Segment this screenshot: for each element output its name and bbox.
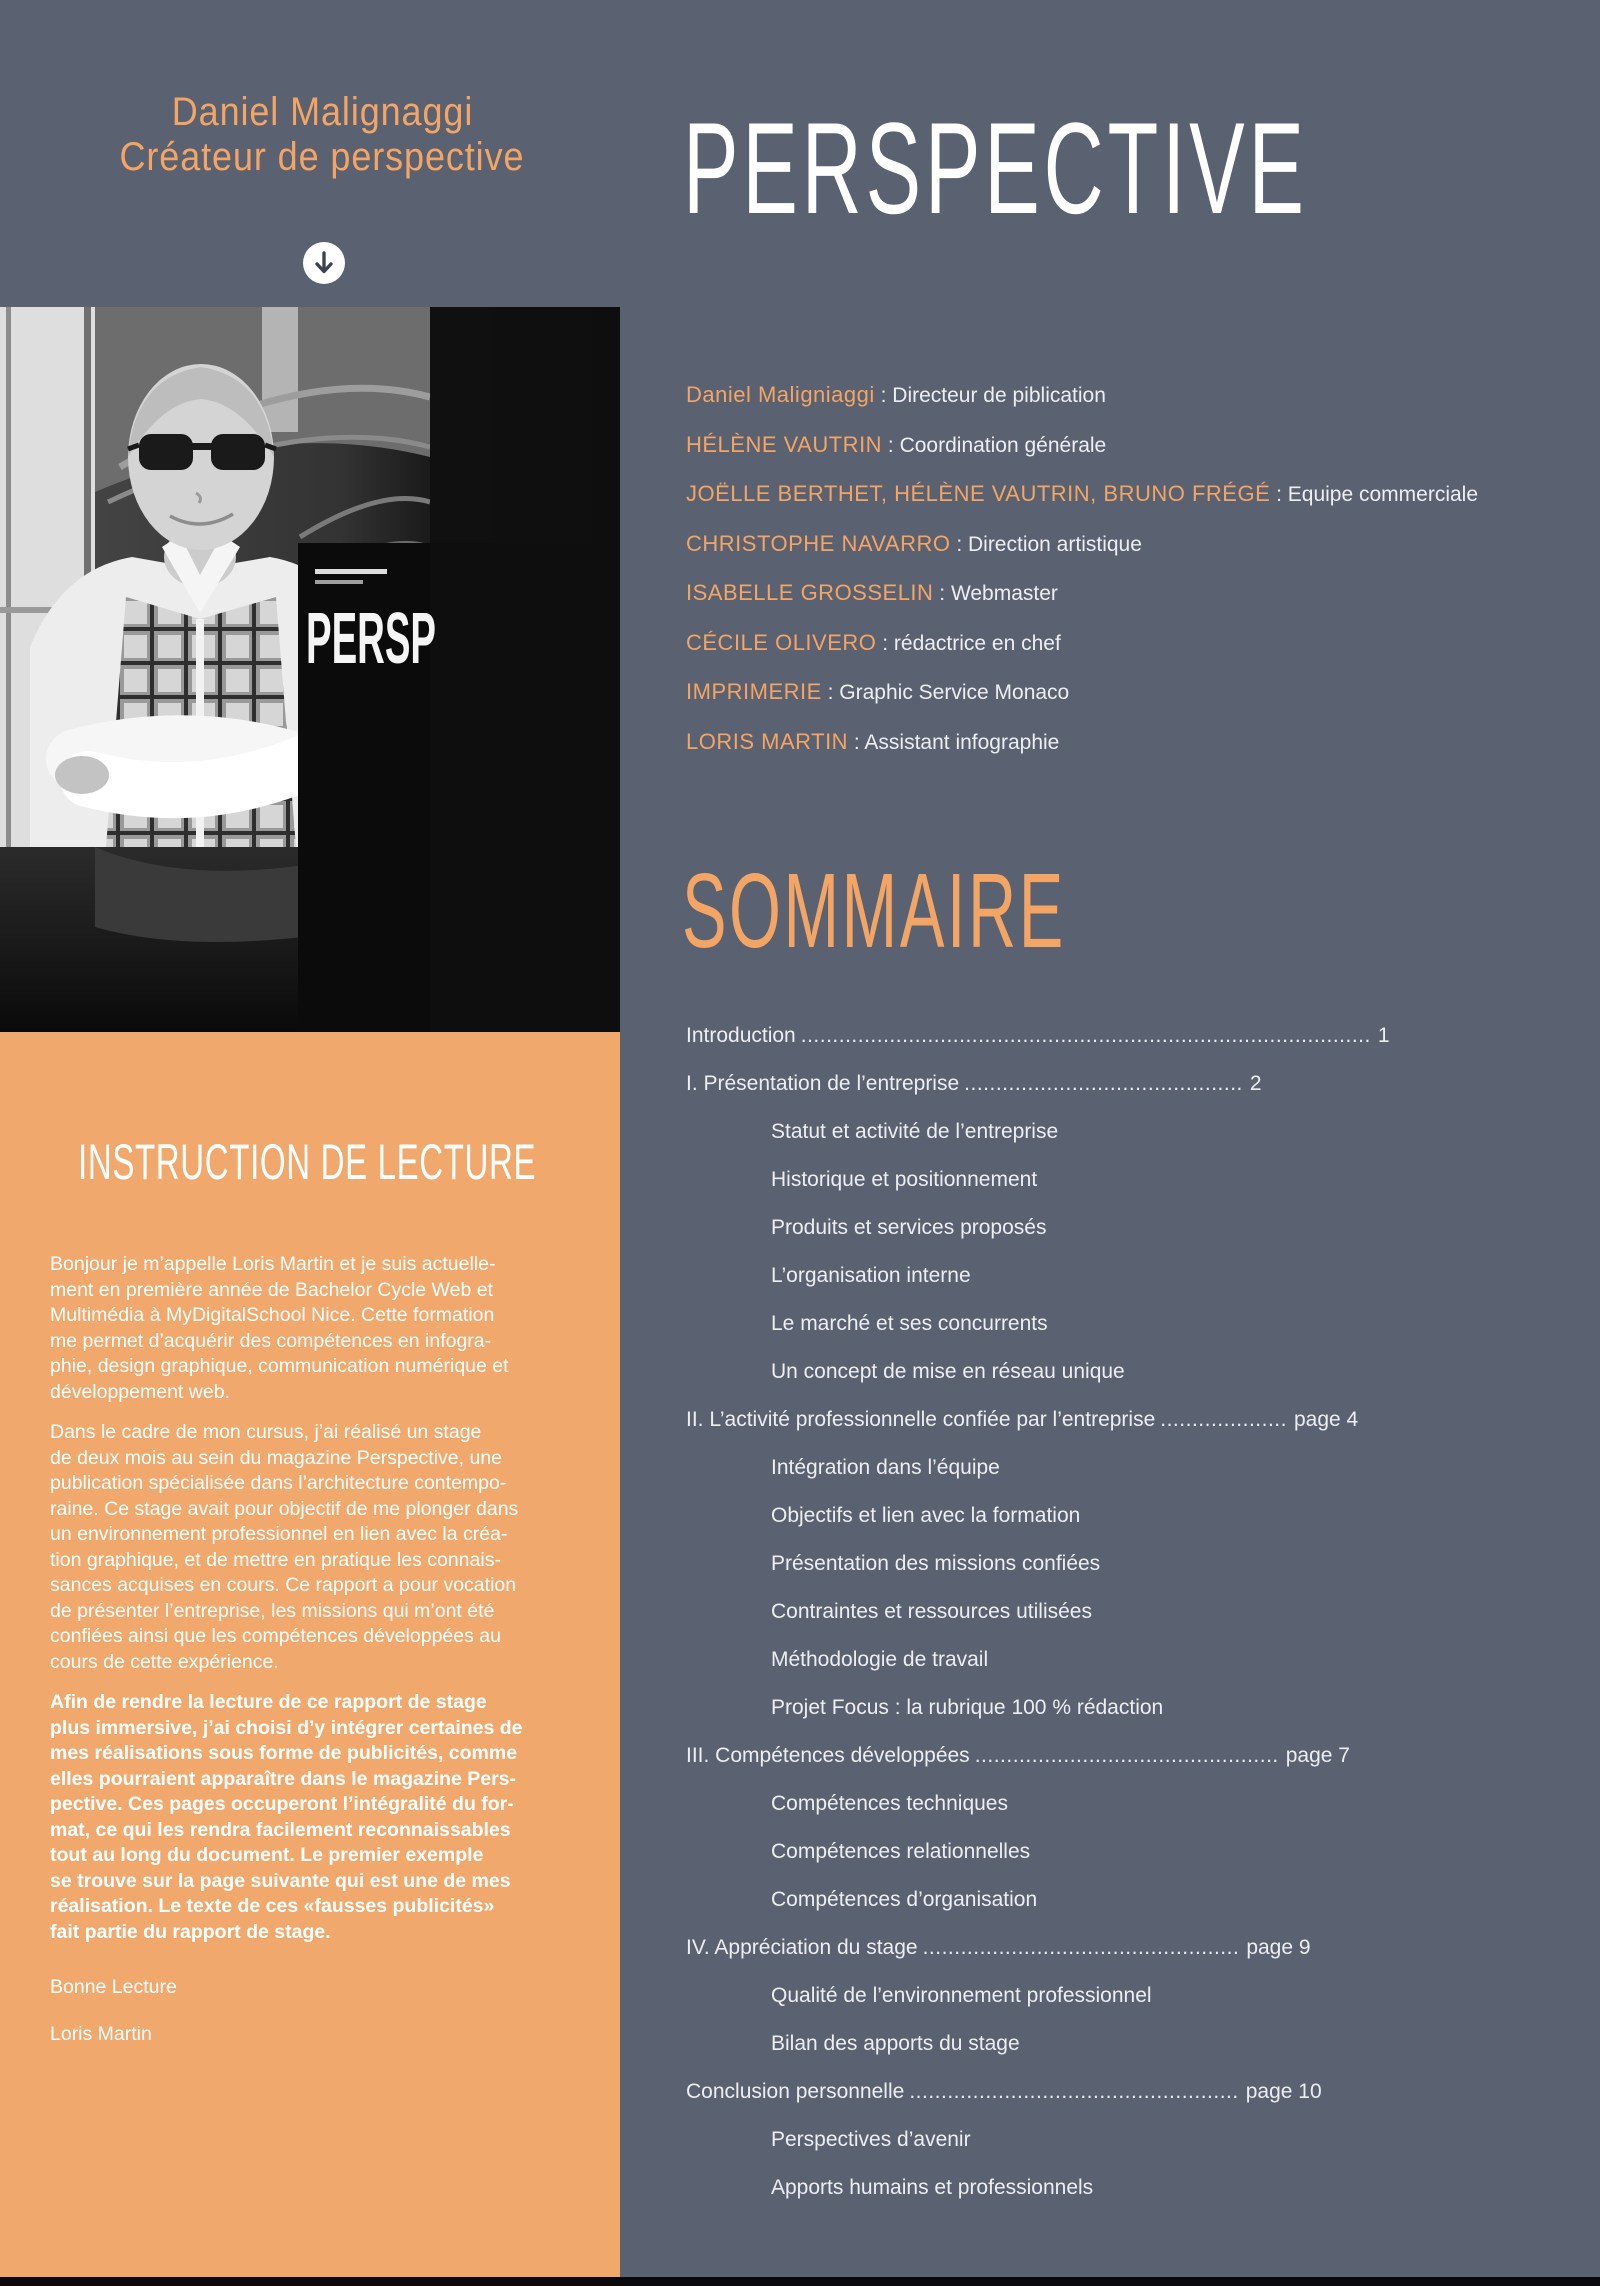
paragraph-line: réalisation. Le texte de ces «fausses publicités» (50, 1895, 495, 1917)
signature-line: Loris Martin (50, 2022, 152, 2045)
toc-leader: ................................................ (974, 1744, 1279, 1767)
credit-name: CÉCILE OLIVERO (686, 629, 877, 655)
toc-label: Bilan des apports du stage (771, 2032, 1020, 2055)
toc-label: Qualité de l’environnement professionnel (771, 1984, 1152, 2007)
toc-label: Compétences d’organisation (771, 1888, 1038, 1911)
toc-line (686, 1300, 1426, 1348)
paragraph-line: pective. Ces pages occuperont l’intégralité du for- (50, 1793, 514, 1815)
toc-label: Présentation des missions confiées (771, 1552, 1101, 1575)
toc-line (686, 1444, 1426, 1492)
credit-role: : Assistant infographie (848, 730, 1060, 754)
paragraph-line: tion graphique, et de mettre en pratique les connais- (50, 1548, 501, 1571)
toc-line (686, 1108, 1426, 1156)
credit-role: : Webmaster (933, 582, 1058, 605)
paragraph-line: de deux mois au sein du magazine Perspective, une (50, 1446, 503, 1469)
credits-list (686, 370, 1546, 766)
toc-line (686, 1204, 1426, 1252)
credit-role: : Graphic Service Monaco (821, 681, 1070, 704)
credit-name: Daniel Maligniaggi (686, 382, 875, 407)
credit-name: ISABELLE GROSSELIN (686, 580, 934, 605)
down-arrow-badge (303, 242, 345, 284)
toc-leader: ............................................ (964, 1072, 1243, 1095)
toc-label: Projet Focus : la rubrique 100 % rédaction (771, 1696, 1164, 1719)
credit-name: JOËLLE BERTHET, HÉLÈNE VAUTRIN, BRUNO FRÉGÉ (686, 481, 1271, 506)
toc-line (686, 1876, 1426, 1924)
paragraph-line: phie, design graphique, communication numérique et (50, 1355, 509, 1377)
toc-label: Compétences relationnelles (771, 1840, 1031, 1863)
paragraph-line: se trouve sur la page suivante qui est une de mes (50, 1869, 511, 1892)
sommaire-title: SOMMAIRE (682, 852, 1066, 970)
table-of-contents (686, 1012, 1426, 2212)
toc-label: Historique et positionnement (771, 1168, 1038, 1191)
toc-line (686, 1924, 1426, 1972)
paragraph-line: me permet d’acquérir des compétences en infogra- (50, 1329, 492, 1352)
magazine-title: PERSPECTIVE (683, 95, 1308, 241)
toc-label: Contraintes et ressources utilisées (771, 1600, 1092, 1623)
paragraph-line: Dans le cadre de mon cursus, j’ai réalisé un stage (50, 1421, 482, 1443)
toc-label: Méthodologie de travail (771, 1648, 989, 1671)
credit-name: CHRISTOPHE NAVARRO (686, 530, 951, 556)
toc-page: page 4 (1293, 1408, 1359, 1431)
toc-line (686, 1060, 1426, 1108)
toc-line (686, 1396, 1426, 1444)
paragraph-line: mat, ce qui les rendra facilement reconnaissables (50, 1818, 511, 1841)
paragraph-line: tout au long du document. Le premier exemple (50, 1844, 484, 1866)
toc-label: Le marché et ses concurrents (771, 1312, 1048, 1335)
credit-role: : Directeur de piblication (874, 384, 1106, 407)
byline-line-1: Daniel Malignaggi (171, 90, 473, 134)
toc-line (686, 1684, 1426, 1732)
instruction-body (50, 1252, 580, 2047)
toc-page: 2 (1249, 1072, 1262, 1095)
credit-role: : Direction artistique (950, 532, 1142, 556)
toc-leader: .......................................................................................... (800, 1024, 1371, 1047)
credit-name: IMPRIMERIE (686, 679, 822, 704)
credit-row (686, 667, 1546, 717)
photo-magazine-title: PERSP (306, 599, 436, 679)
toc-label: Introduction (686, 1024, 796, 1047)
paragraph-line: de présenter l’entreprise, les missions qui m’ont été (50, 1599, 495, 1622)
toc-label: I. Présentation de l’entreprise (686, 1072, 960, 1095)
paragraph-line: plus immersive, j’ai choisi d’y intégrer certaines de (50, 1716, 523, 1739)
toc-label: Objectifs et lien avec la formation (771, 1504, 1081, 1527)
toc-leader: .................................................. (922, 1936, 1240, 1959)
paragraph-line: Bonjour je m’appelle Loris Martin et je suis actuelle- (50, 1253, 496, 1275)
credit-row (686, 370, 1546, 420)
instruction-paragraph-1 (50, 1252, 580, 1405)
toc-label: Produits et services proposés (771, 1216, 1047, 1239)
paragraph-line: ment en première année de Bachelor Cycle Web et (50, 1278, 493, 1301)
byline (2, 90, 642, 180)
toc-label: Perspectives d’avenir (771, 2128, 971, 2151)
toc-label: II. L’activité professionnelle confiée par l’entreprise (686, 1408, 1156, 1431)
bottom-bar (0, 2277, 1600, 2286)
toc-leader: .................... (1160, 1408, 1287, 1431)
paragraph-line: raine. Ce stage avait pour objectif de me plonger dans (50, 1497, 519, 1520)
toc-label: L’organisation interne (771, 1264, 971, 1287)
toc-line (686, 2020, 1426, 2068)
paragraph-line: Multimédia à MyDigitalSchool Nice. Cette formation (50, 1304, 495, 1326)
toc-label: Conclusion personnelle (686, 2080, 905, 2103)
paragraph-line: publication spécialisée dans l’architecture contempo- (50, 1472, 507, 1494)
toc-label: Compétences techniques (771, 1792, 1008, 1815)
credit-row (686, 717, 1546, 767)
toc-leader: .................................................... (909, 2080, 1239, 2103)
toc-line (686, 2116, 1426, 2164)
paragraph-line: confiées ainsi que les compétences développées au (50, 1625, 501, 1647)
credit-row (686, 568, 1546, 618)
credit-role: : Coordination générale (882, 433, 1107, 457)
instruction-title: INSTRUCTION DE LECTURE (78, 1134, 537, 1190)
paragraph-line: sances acquises en cours. Ce rapport a pour vocation (50, 1574, 517, 1596)
down-arrow-icon (311, 250, 337, 276)
toc-line (686, 1012, 1426, 1060)
toc-label: Intégration dans l’équipe (771, 1456, 1000, 1479)
credit-role: : rédactrice en chef (876, 631, 1061, 655)
credit-row (686, 420, 1546, 470)
instruction-panel (0, 1032, 620, 2278)
toc-line (686, 1588, 1426, 1636)
toc-line (686, 1828, 1426, 1876)
credit-name: LORIS MARTIN (686, 728, 849, 754)
instruction-paragraph-2 (50, 1420, 580, 1675)
toc-line (686, 1252, 1426, 1300)
paragraph-line: développement web. (50, 1380, 230, 1403)
byline-line-2: Créateur de perspective (119, 135, 525, 179)
paragraph-line: elles pourraient apparaître dans le magazine Pers- (50, 1767, 517, 1790)
toc-label: III. Compétences développées (686, 1744, 970, 1767)
toc-page: 1 (1377, 1024, 1390, 1047)
instruction-paragraph-3 (50, 1690, 580, 1945)
toc-line (686, 1732, 1426, 1780)
toc-label: Statut et activité de l’entreprise (771, 1120, 1059, 1143)
credit-row (686, 469, 1546, 519)
toc-page: page 10 (1245, 2080, 1322, 2103)
toc-line (686, 1348, 1426, 1396)
toc-line (686, 1540, 1426, 1588)
toc-line (686, 1636, 1426, 1684)
toc-line (686, 1492, 1426, 1540)
portrait-photo (0, 307, 620, 1032)
credit-row (686, 618, 1546, 668)
toc-page: page 7 (1285, 1744, 1350, 1767)
paragraph-line: un environnement professionnel en lien avec la créa- (50, 1523, 508, 1545)
toc-line (686, 1972, 1426, 2020)
toc-page: page 9 (1246, 1936, 1311, 1959)
toc-line (686, 1156, 1426, 1204)
paragraph-line: mes réalisations sous forme de publicités, comme (50, 1742, 518, 1764)
credit-name: HÉLÈNE VAUTRIN (686, 431, 883, 457)
toc-line (686, 2068, 1426, 2116)
toc-label: Apports humains et professionnels (771, 2176, 1094, 2199)
toc-label: Un concept de mise en réseau unique (771, 1360, 1125, 1383)
credit-role: : Equipe commerciale (1270, 483, 1479, 506)
credit-row (686, 519, 1546, 569)
toc-line (686, 2164, 1426, 2212)
paragraph-line: Afin de rendre la lecture de ce rapport de stage (50, 1691, 487, 1713)
closing-line: Bonne Lecture (50, 1976, 177, 1998)
toc-line (686, 1780, 1426, 1828)
toc-label: IV. Appréciation du stage (686, 1936, 918, 1959)
paragraph-line: fait partie du rapport de stage. (50, 1920, 331, 1943)
paragraph-line: cours de cette expérience. (50, 1650, 279, 1673)
